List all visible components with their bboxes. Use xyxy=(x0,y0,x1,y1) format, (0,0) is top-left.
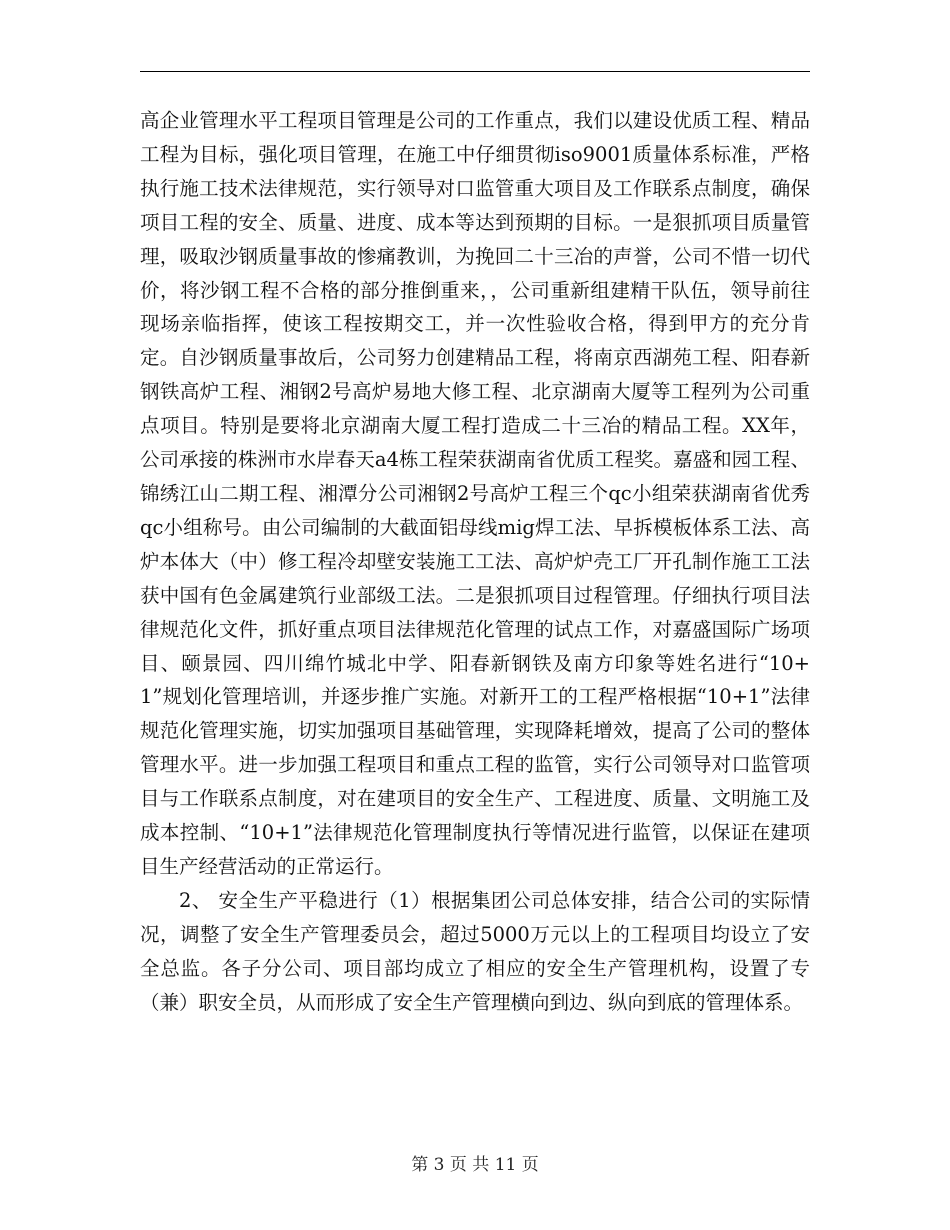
paragraph-safety-production: 2、 安全生产平稳进行（1）根据集团公司总体安排，结合公司的实际情况，调整了安全生产管理委员会，超过5000万元以上的工程项目均设立了安全总监。各子分公司、项目部均成立了相应的安全生产管理机构，设置了专（兼）职安全员，从而形成了安全生产管理横向到边、纵向到底的管理体系。 xyxy=(140,888,810,1014)
document-body xyxy=(140,104,810,1019)
page-number: 第 3 页 共 11 页 xyxy=(411,1155,539,1175)
page-footer xyxy=(0,1153,950,1177)
header-rule xyxy=(140,71,810,72)
paragraph-project-management: 高企业管理水平工程项目管理是公司的工作重点，我们以建设优质工程、精品工程为目标，强化项目管理，在施工中仔细贯彻iso9001质量体系标准，严格执行施工技术法律规范，实行领导对口监管重大项目及工作联系点制度，确保项目工程的安全、质量、进度、成本等达到预期的目标。一是狠抓项目质量管理，吸取沙钢质量事故的惨痛教训，为挽回二十三冶的声誉，公司不惜一切代价，将沙钢工程不合格的部分推倒重来，，公司重新组建精干队伍，领导前往现场亲临指挥，使该工程按期交工，并一次性验收合格，得到甲方的充分肯定。自沙钢质量事故后，公司努力创建精品工程，将南京西湖苑工程、阳春新钢铁高炉工程、湘钢2号高炉易地大修工程、北京湖南大厦等工程列为公司重点项目。特别是要将北京湖南大厦工程打造成二十三冶的精品工程。XX年，公司承接的株洲市水岸春天a4栋工程荣获湖南省优质工程奖。嘉盛和园工程、锦绣江山二期工程、湘潭分公司湘钢2号高炉工程三个qc小组荣获湖南省优秀qc小组称号。由公司编制的大截面铝母线mig焊工法、早拆模板体系工法、高炉本体大（中）修工程冷却壁安装施工工法、高炉炉壳工厂开孔制作施工工法获中国有色金属建筑行业部级工法。二是狠抓项目过程管理。仔细执行项目法律规范化文件，抓好重点项目法律规范化管理的试点工作，对嘉盛国际广场项目、颐景园、四川绵竹城北中学、阳春新钢铁及南方印象等姓名进行“10+1”规划化管理培训，并逐步推广实施。对新开工的工程严格根据“10+1”法律规范化管理实施，切实加强项目基础管理，实现降耗增效，提高了公司的整体管理水平。进一步加强工程项目和重点工程的监管，实行公司领导对口监管项目与工作联系点制度，对在建项目的安全生产、工程进度、质量、文明施工及成本控制、“10+1”法律规范化管理制度执行等情况进行监管，以保证在建项目生产经营活动的正常运行。 xyxy=(140,109,810,878)
